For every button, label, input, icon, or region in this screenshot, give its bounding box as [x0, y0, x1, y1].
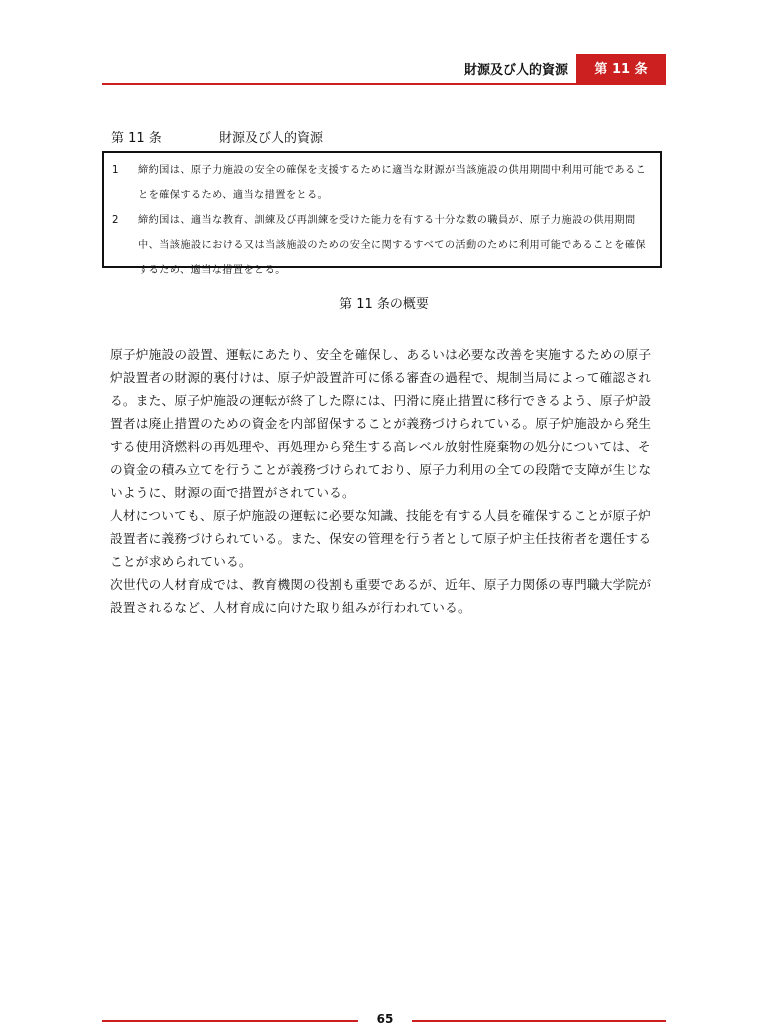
article-number: 第 11 条 — [111, 131, 162, 146]
article-text-box — [102, 151, 662, 276]
overview-paragraph: 人材についても、原子炉施設の運転に必要な知識、技能を有する人員を確保することが原子炉設置者に義務づけられている。また、保安の管理を行う者として原子炉主任技術者を選任することが求められている。 — [110, 508, 652, 569]
overview-paragraph: 原子炉施設の設置、運転にあたり、安全を確保し、あるいは必要な改善を実施するための原子炉設置者の財源的裏付けは、原子炉設置許可に係る審査の過程で、規制当局によって確認される。また、原子炉施設の運転が終了した際には、円滑に廃止措置に移行できるよう、原子炉設置者は廃止措置のための資金を内部留保することが義務づけられている。原子炉施設から発生する使用済燃料の再処理や、再処理から発生する高レベル放射性廃棄物の処分については、その資金の積み立てを行うことが義務づけられており、原子力利用の全ての段階で支障が生じないように、財源の面で措置がされている。 — [110, 347, 652, 500]
clause-2 — [104, 208, 660, 283]
article-title: 財源及び人的資源 — [219, 131, 324, 146]
overview-body — [110, 343, 662, 619]
clause-text: 締約国は、原子力施設の安全の確保を支援するために適当な財源が当該施設の供用期間中利用可能であることを確保するため、適当な措置をとる。 — [138, 165, 647, 201]
article-heading — [111, 130, 323, 148]
footer-rule-left — [102, 1020, 358, 1022]
header-section-title: 財源及び人的資源 — [463, 63, 568, 78]
header-article-badge: 第 11 条 — [576, 54, 666, 84]
overview-title: 第 11 条の概要 — [339, 297, 429, 312]
header-rule — [102, 83, 666, 85]
footer-rule-right — [412, 1020, 666, 1022]
clause-number: 2 — [112, 215, 119, 226]
clause-1 — [104, 158, 660, 208]
overview-paragraph: 次世代の人材育成では、教育機関の役割も重要であるが、近年、原子力関係の専門職大学院が設置されるなど、人材育成に向けた取り組みが行われている。 — [110, 577, 652, 615]
page-number: 65 — [376, 1012, 394, 1026]
clause-number: 1 — [112, 165, 119, 176]
clause-text: 締約国は、適当な教育、訓練及び再訓練を受けた能力を有する十分な数の職員が、原子力施設の供用期間中、当該施設における又は当該施設のための安全に関するすべての活動のために利用可能であることを確保するため、適当な措置をとる。 — [138, 215, 646, 276]
